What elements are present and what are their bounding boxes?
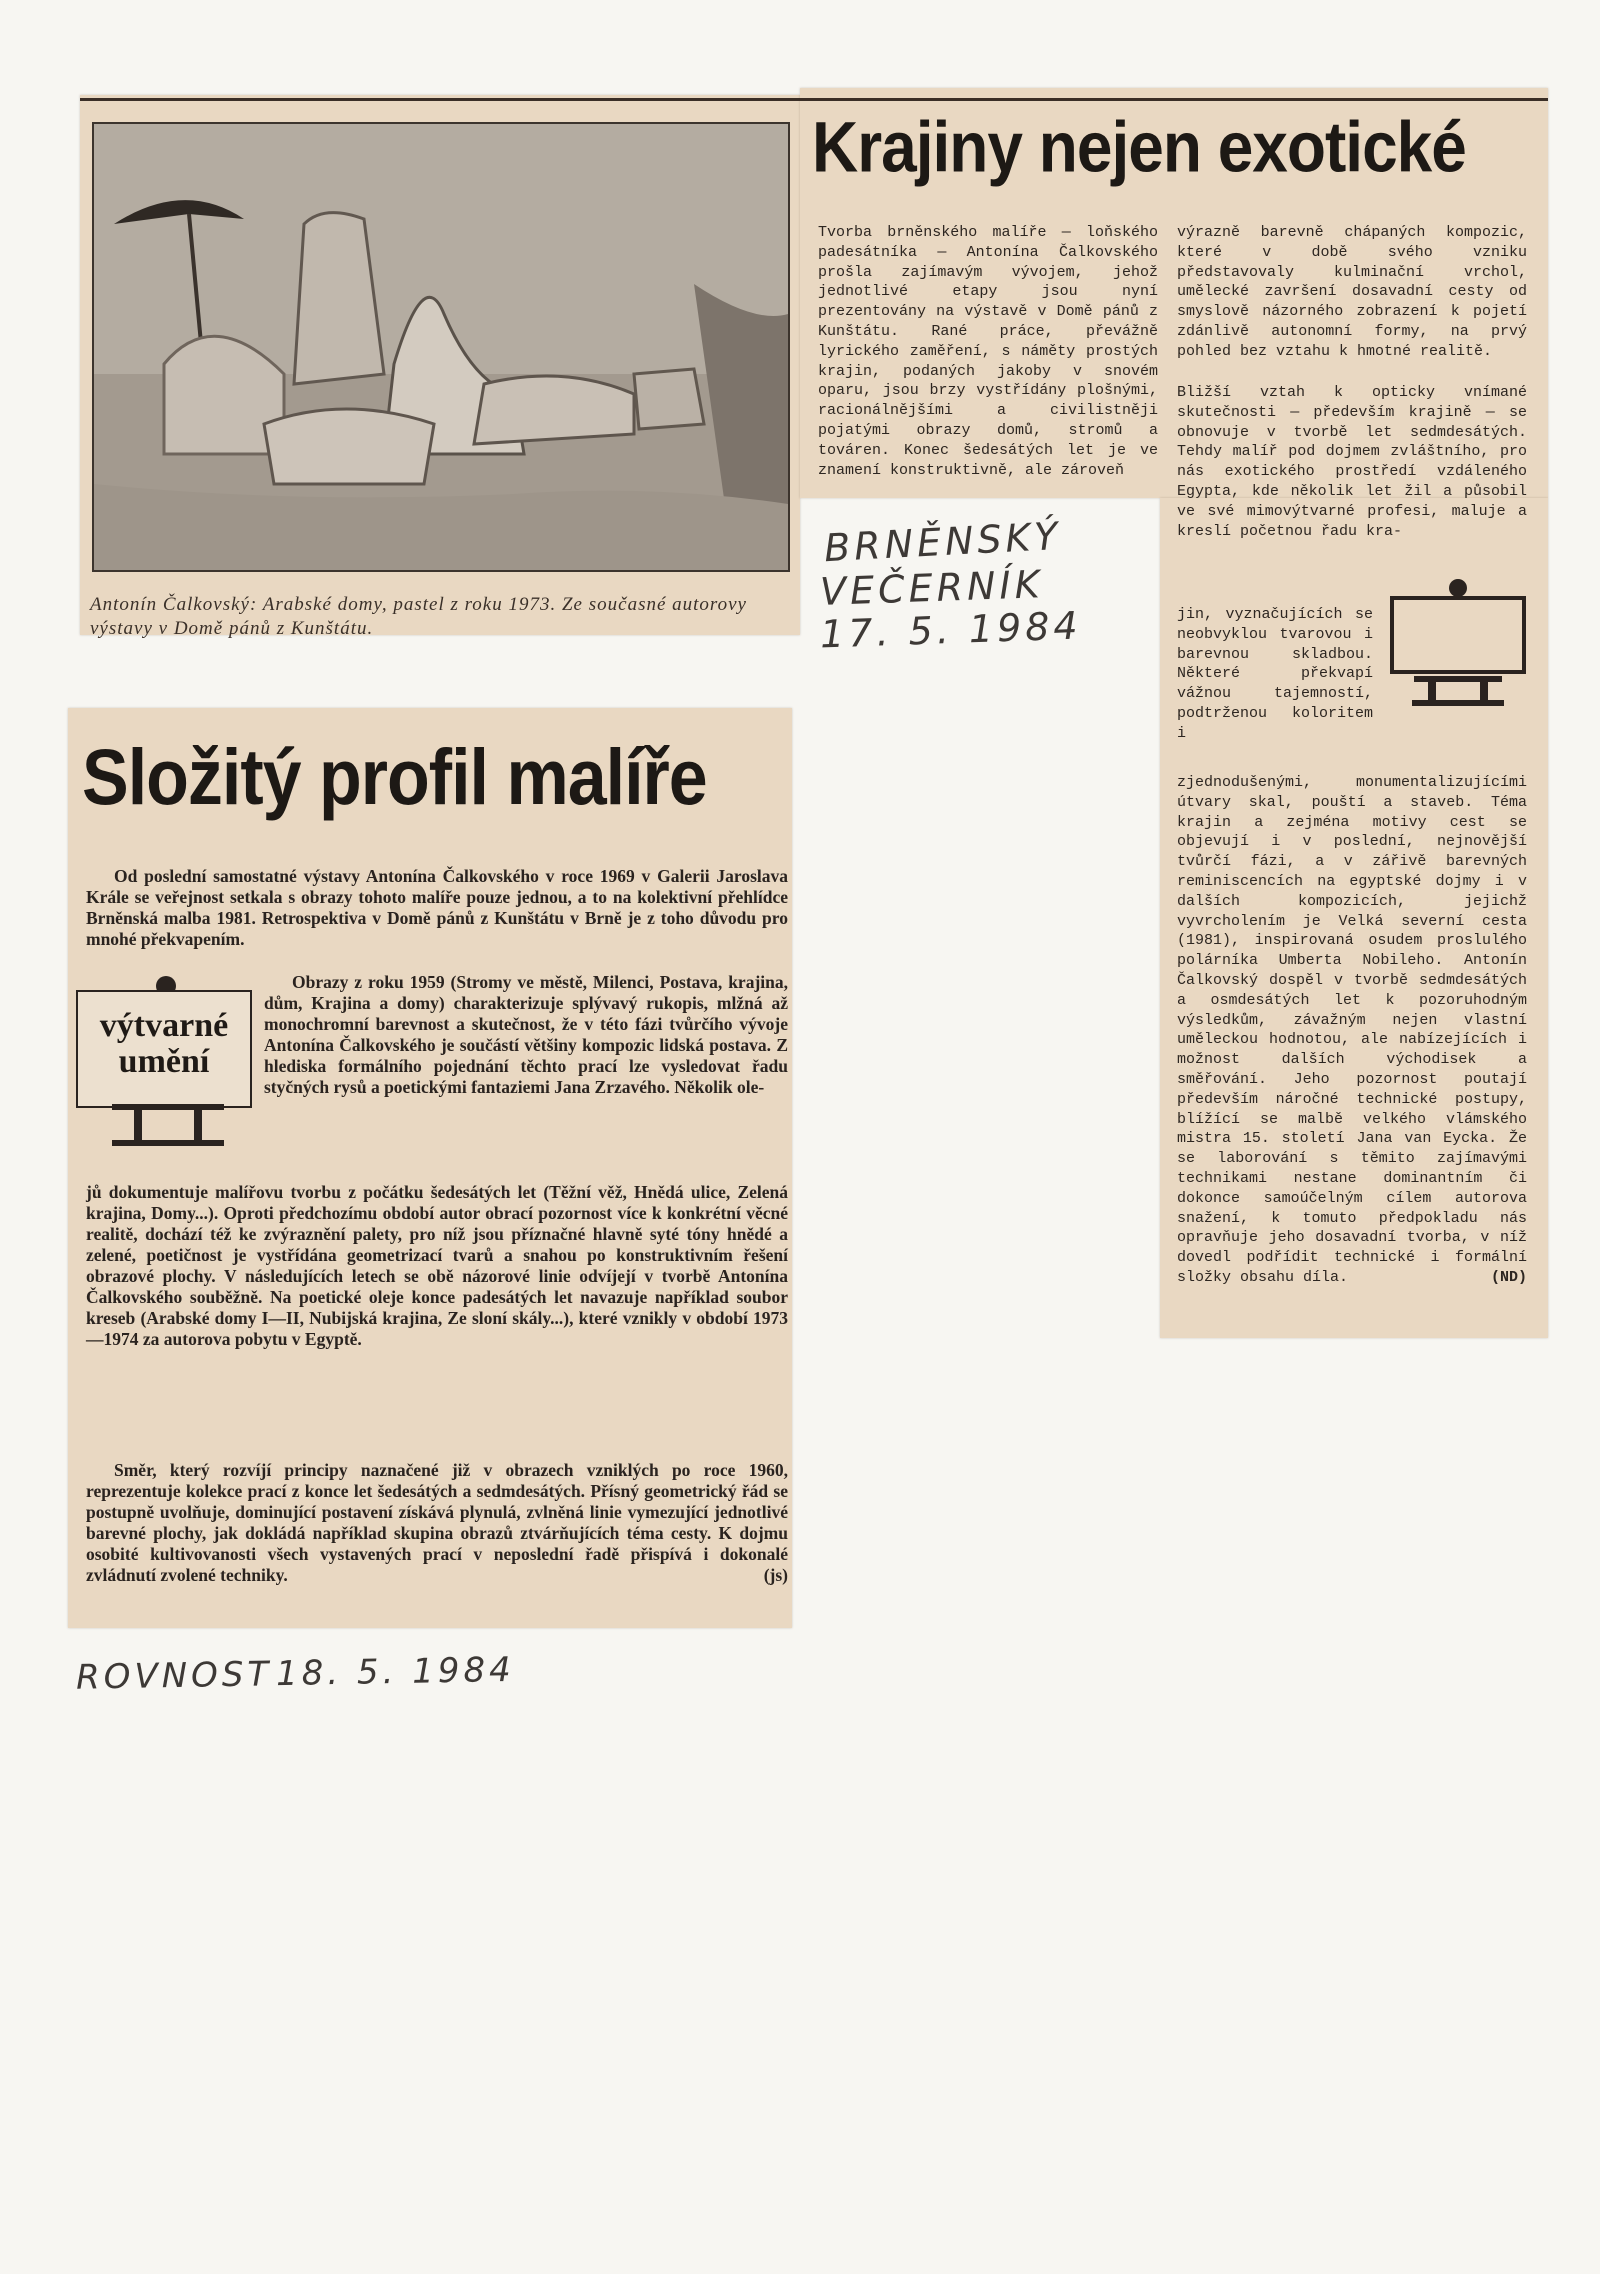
article-profil-signature: (js): [763, 1564, 788, 1585]
article-headline-krajiny: Krajiny nejen exotické: [812, 106, 1466, 188]
handwritten-source-line2: VEČERNÍK: [819, 562, 1045, 614]
article-krajiny-column-4: jin, vyznačujících se neobvyklou tvarovou i barevnou skladbou. Některé překvapí vážnou tajemností, podtrženou koloritem i: [1177, 606, 1373, 742]
article-krajiny-column-3: Bližší vztah k opticky vnímané skutečnosti — především krajině — se obnovuje v tvorbě let sedmdesátých. Tehdy malíř pod dojmem zvláštního, pro nás exotického prostředí vzdáleného Egypta, kde několik let žil a působil ve své mimovýtvarné profesi, maluje a kreslí početnou řadu kra-: [1177, 384, 1527, 540]
badge-label-line1: výtvarné: [99, 1007, 229, 1044]
article-profil-paragraph-4: Směr, který rozvíjí principy naznačené již v obrazech vzniklých po roce 1960, reprezentuje kolekce prací z konce let šedesátých a sedmdesátých. Přísný geometrický řád se postupně uvolňuje, dominující postavení získává plynulá, zvlněná linie vymezující jednotlivé barevné plochy, jak dokládá například skupina obrazů ztvárňujících téma cesty. K dojmu osobité kultivovanosti všech vystavených prací v neposlední řadě přispívá i dokonalé zvládnutí zvolené techniky. (js): [86, 1459, 788, 1585]
clipping-top-rule: [80, 98, 1548, 101]
picture-frame-icon: [1384, 576, 1532, 714]
handwritten-date-1: 17. 5. 1984: [819, 603, 1083, 657]
article-krajiny-column-2: výrazně barevně chápaných kompozic, které v době svého vzniku představovaly kulminační vrchol, umělecké završení dosavadní cesty od smyslově názorného zobrazení k pojetí zdánlivě autonomní formy, na prvý pohled bez vztahu k hmotné realitě.: [1177, 224, 1527, 360]
artwork-photo: [92, 122, 790, 572]
handwritten-date-2: 18. 5. 1984: [275, 1649, 515, 1695]
article-krajiny-column-1: Tvorba brněnského malíře — loňského padesátníka — Antonína Čalkovského prošla zajímavým vývojem, jehož jednotlivé etapy jsou nyní prezentovány na výstavě v Domě pánů z Kunštátu. Rané práce, převážně lyrického zaměření, s náměty prostých krajin, podaných jakoby v snovém oparu, jsou brzy vystřídány plošnými, racionálnějšími a civilistněji pojatými obrazy domů, stromů a továren. Konec šedesátých let je ve znamení konstruktivně, ale zároveň: [818, 224, 1158, 479]
article-profil-paragraph-1: Od poslední samostatné výstavy Antonína Čalkovského v roce 1969 v Galerii Jaroslava Krále se veřejnost setkala s obrazy tohoto malíře pouze jednou, a to na kolektivní přehlídce Brněnská malba 1981. Retrospektiva v Domě pánů z Kunštátu v Brně je z toho důvodu pro mnohé překvapením.: [86, 865, 788, 949]
article-krajiny-column-5: zjednodušenými, monumentalizujícími útvary skal, pouští a staveb. Téma krajin a zejména motivy cest se objevují i v poslední, nejnovější tvůrčí fázi, a v zářivě barevných reminiscencích na egyptské dojmy i v dalších kompozicích, jejichž vyvrcholením je Velká severní cesta (1981), inspirovaná osudem proslulého polárníka Umberta Nobileho. Antonín Čalkovský dospěl v tvorbě sedmdesátých a osmdesátých let k pozoruhodným výsledkům, závažným nejen vlastní uměleckou hodnotou, ale nabízejících i možnost dalších východisek a směřování. Jeho pozornost poutají především náročné technické postupy, blížící se malbě velkého vlámského mistra 15. století Jana van Eycka. Že se laborování s těmito zajímavými technikami nestane dominantním či dokonce samoúčelným cílem autorova snažení, k tomuto předpokladu nás opravňuje jeho dosavadní tvorba, v níž dovedl podřídit technické i formální složky obsahu díla. (ND): [1177, 774, 1527, 1286]
article-krajiny-signature: (ND): [1490, 1268, 1527, 1286]
badge-stand-icon: [112, 1104, 224, 1148]
article-profil-paragraph-3: jů dokumentuje malířovu tvorbu z počátku šedesátých let (Těžní věž, Hnědá ulice, Zelená krajina, Domy...). Oproti předchozímu období autor obrací pozornost více k konkrétní věcné realitě, dochází též ke zvýraznění palety, pro níž jsou příznačné hlavně syté tóny hnědé a zelené, poetičnost je vystřídána geometrizací tvarů a snahou po konstruktivním řešení obrazové plochy. V následujících letech se obě názorové linie odvíjejí v tvorbě Antonína Čalkovského souběžně. Na poetické oleje konce padesátých let navazuje například soubor kreseb (Arabské domy I—II, Nubijská krajina, Ze sloní skály...), které vznikly v období 1973—1974 za autorova pobytu v Egyptě.: [86, 1181, 788, 1349]
section-badge-vytvarne-umeni: [76, 990, 252, 1108]
handwritten-source-line1: BRNĚNSKÝ: [823, 513, 1063, 571]
article-profil-paragraph-2: Obrazy z roku 1959 (Stromy ve městě, Milenci, Postava, krajina, dům, Krajina a domy) charakterizuje splývavý rukopis, mlžná až monochromní barevnost a skutečnost, že v této fázi tvůrčího vývoje Antonína Čalkovského je součástí většiny kompozic lidská postava. Z hlediska formálního pojednání těchto prací lze vysledovat řadu styčných rysů a poetickými fantaziemi Jana Zrzavého. Několik ole-: [264, 971, 788, 1097]
photo-caption: Antonín Čalkovský: Arabské domy, pastel z roku 1973. Ze současné autorovy výstavy v Domě pánů z Kunštátu.: [90, 594, 747, 639]
article-headline-slozity-profil: Složitý profil malíře: [82, 733, 707, 821]
handwritten-source-rovnost: ROVNOST: [75, 1654, 273, 1698]
badge-label-line2: umění: [118, 1043, 210, 1080]
